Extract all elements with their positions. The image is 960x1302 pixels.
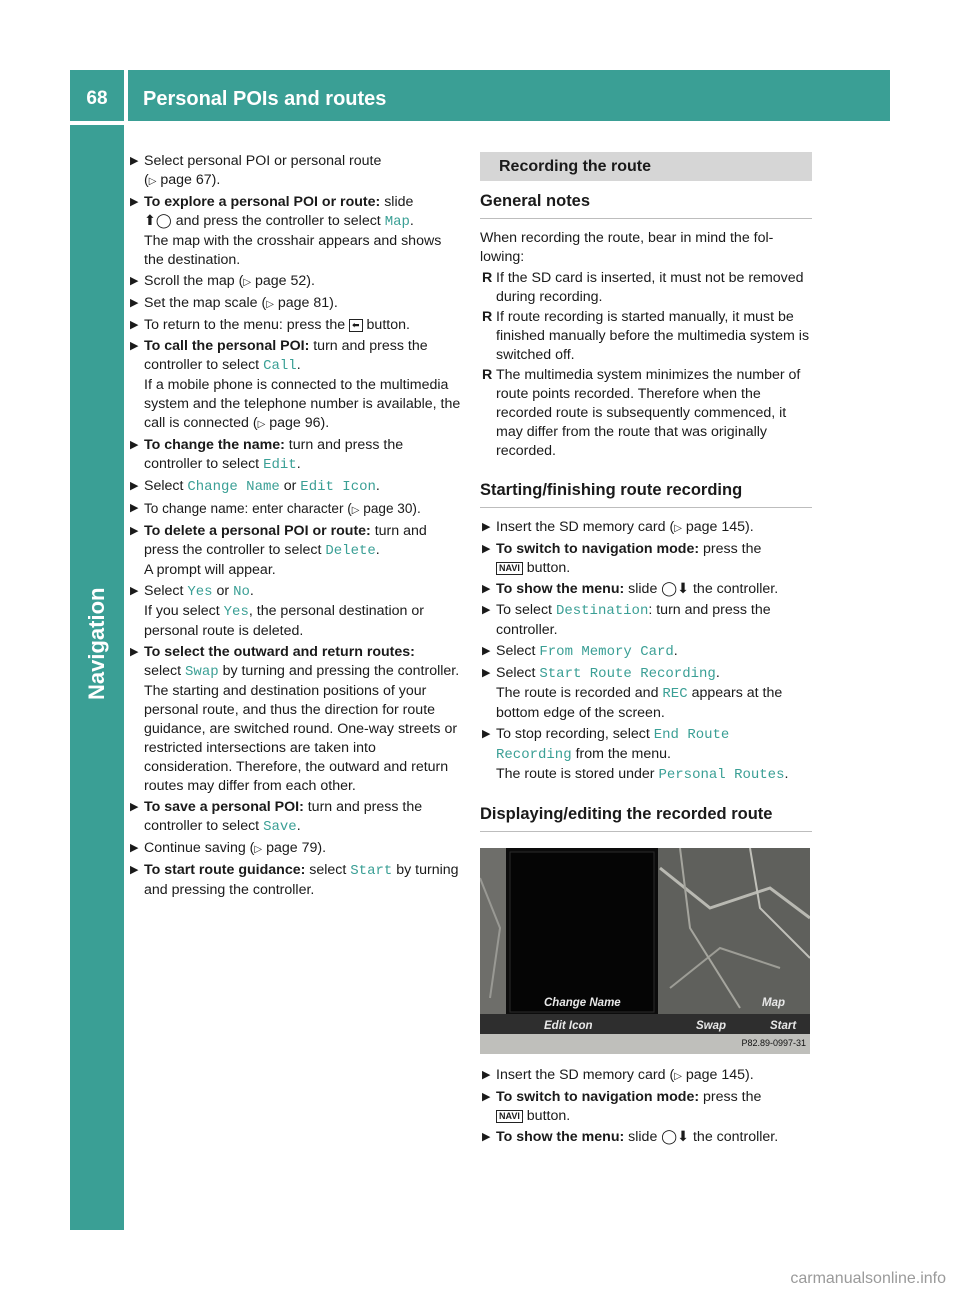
menu-item-ref: From Memory Card [539,644,674,660]
arrow-icon: ▶ [482,1131,491,1143]
menu-item-ref: REC [662,686,688,702]
bullet-item: R If route recording is started manually, it must be finished manually before the multimedia system is switched off. [482,309,810,363]
menu-item-ref: Start [350,863,393,879]
page-ref-icon: ▷ [674,1071,682,1082]
arrow-icon: ▶ [482,645,491,657]
menu-item-ref: Delete [325,543,376,559]
controller-up-icon: ⬆◯ [144,213,172,229]
heading-general-notes: General notes [480,190,812,219]
step: ▶ To explore a personal POI or route: slide ⬆◯ and press the controller to select Map. The map with the crosshair appears and shows the destination. [130,194,442,268]
navi-button-icon: NAVI [496,562,523,575]
menu-item-ref: Change Name [187,479,280,495]
arrow-icon: ▶ [482,1069,491,1081]
page-ref-icon: ▷ [351,505,360,516]
arrow-icon: ▶ [130,155,139,167]
arrow-icon: ▶ [130,439,139,451]
arrow-icon: ▶ [130,864,139,876]
menu-item-edit-icon: Edit Icon [544,1020,593,1032]
page-number: 68 [86,88,108,109]
step: ▶ Select Yes or No. If you select Yes, the personal destination or personal route is deleted. [130,583,424,639]
step: ▶ To select Destination: turn and press the controller. [482,602,771,638]
menu-item-ref: Destination [555,603,649,619]
step: ▶ To show the menu: slide ◯⬇ the controller. [482,581,779,597]
navi-button-icon: NAVI [496,1110,523,1123]
heading-start-finish: Starting/finishing route recording [480,479,812,508]
menu-item-ref: End Route Recording [496,727,730,763]
step: ▶ To start route guidance: select Start by turning and pressing the controller. [130,862,459,898]
page-ref-icon: ▷ [254,844,263,855]
page-ref-icon: ▷ [148,176,157,187]
watermark: carmanualsonline.info [790,1270,946,1287]
menu-item-change-name: Change Name [544,997,621,1009]
map-button: Map [762,997,785,1009]
arrow-icon: ▶ [482,543,491,555]
arrow-icon: ▶ [130,275,139,287]
page-title: Personal POIs and routes [143,88,387,110]
arrow-icon: ▶ [130,801,139,813]
arrow-icon: ▶ [130,340,139,352]
menu-item-ref: Start Route Recording [539,666,716,682]
start-button: Start [770,1020,797,1032]
step: ▶ Select personal POI or personal route (▷ page 67). [130,153,382,188]
bullet-item: R If the SD card is inserted, it must not be removed during recording. [482,270,804,305]
menu-item-ref: Save [263,819,297,835]
map-image [480,848,810,1054]
step: ▶ Select Change Name or Edit Icon. [130,478,380,495]
page-ref-icon: ▷ [257,419,266,430]
intro-text: When recording the route, bear in mind the following: [480,230,774,265]
step: ▶ Continue saving (▷ page 79). [130,840,327,856]
controller-down-icon: ◯⬇ [661,581,690,597]
arrow-icon: ▶ [130,196,139,208]
arrow-icon: ▶ [130,319,139,331]
side-tab-label-wrap [84,500,110,700]
menu-item-ref: Swap [185,664,219,680]
page-ref-icon: ▷ [266,299,274,310]
step: ▶ To change name: enter character (▷ page 30). [130,501,421,516]
step: ▶ Insert the SD memory card (▷ page 145). [482,519,754,535]
arrow-icon: ▶ [482,667,491,679]
step: ▶ To call the personal POI: turn and press the controller to select Call. If a mobile phone is connected to the multimedia system and the telephone number is available, the call is connected (▷ page 96). [130,338,461,431]
menu-item-ref: Map [384,214,410,230]
arrow-icon: ▶ [130,646,139,658]
menu-item-ref: Yes [223,604,249,620]
menu-item-ref: Edit Icon [300,479,376,495]
arrow-icon: ▶ [130,525,139,537]
step: ▶ Insert the SD memory card (▷ page 145). [482,1067,754,1083]
arrow-icon: ▶ [482,1091,491,1103]
step: ▶ Scroll the map (▷ page 52). [130,273,315,289]
step: ▶ To change the name: turn and press the controller to select Edit. [130,437,404,473]
side-tab-label: Navigation [84,587,109,700]
bullet-item: R The multimedia system minimizes the number of route points recorded. Therefore when the recorded route is subsequently commenced, it may differ from the route that was originally recorded. [482,367,801,459]
page-ref-icon: ▷ [243,277,252,288]
step: ▶ To stop recording, select End Route Recording from the menu. The route is stored under Personal Routes. [482,726,789,783]
step: ▶ To show the menu: slide ◯⬇ the controller. [482,1129,779,1145]
step: ▶ To select the outward and return routes: select Swap by turning and pressing the controller. The starting and destination positions of your personal route, and thus the direction for route guidance, are switched round. One-way streets or restricted intersections are taken into consideration. Therefore, the outward and return routes may differ from each other. [130,644,460,794]
menu-item-ref: Call [263,358,297,374]
step: ▶ To switch to navigation mode: press the NAVI button. [482,1089,762,1124]
controller-down-icon: ◯⬇ [661,1129,690,1145]
left-column [128,152,462,902]
menu-item-ref: No [233,584,250,600]
step: ▶ To save a personal POI: turn and press the controller to select Save. [130,799,423,835]
step: ▶ Set the map scale (▷ page 81). [130,295,338,311]
menu-item-ref: Yes [187,584,213,600]
swap-button: Swap [696,1020,727,1032]
menu-item-ref: Edit [263,457,297,473]
menu-item-ref: Personal Routes [658,767,785,783]
step: ▶ To return to the menu: press the ⬅ button. [130,317,410,333]
back-button-icon: ⬅ [349,319,363,332]
arrow-icon: ▶ [130,297,139,309]
step: ▶ Select Start Route Recording. The route is recorded and REC appears at the bottom edge of the screen. [482,665,783,721]
arrow-icon: ▶ [130,480,139,492]
screenshot-figure [480,848,810,1054]
step: ▶ To switch to navigation mode: press the NAVI button. [482,541,762,576]
step: ▶ To delete a personal POI or route: turn and press the controller to select Delete. A prompt will appear. [130,523,427,578]
heading-display-edit: Displaying/editing the recorded route [480,803,812,832]
arrow-icon: ▶ [482,604,491,616]
step: ▶ Select From Memory Card. [482,643,678,660]
arrow-icon: ▶ [482,728,491,740]
arrow-icon: ▶ [130,585,139,597]
arrow-icon: ▶ [482,521,491,533]
figure-caption: P82.89-0997-31 [741,1038,806,1048]
arrow-icon: ▶ [130,842,139,854]
page-ref-icon: ▷ [674,523,682,534]
arrow-icon: ▶ [482,583,491,595]
right-column [480,152,812,1149]
arrow-icon: ▶ [130,502,139,514]
section-title: Recording the route [480,152,812,181]
